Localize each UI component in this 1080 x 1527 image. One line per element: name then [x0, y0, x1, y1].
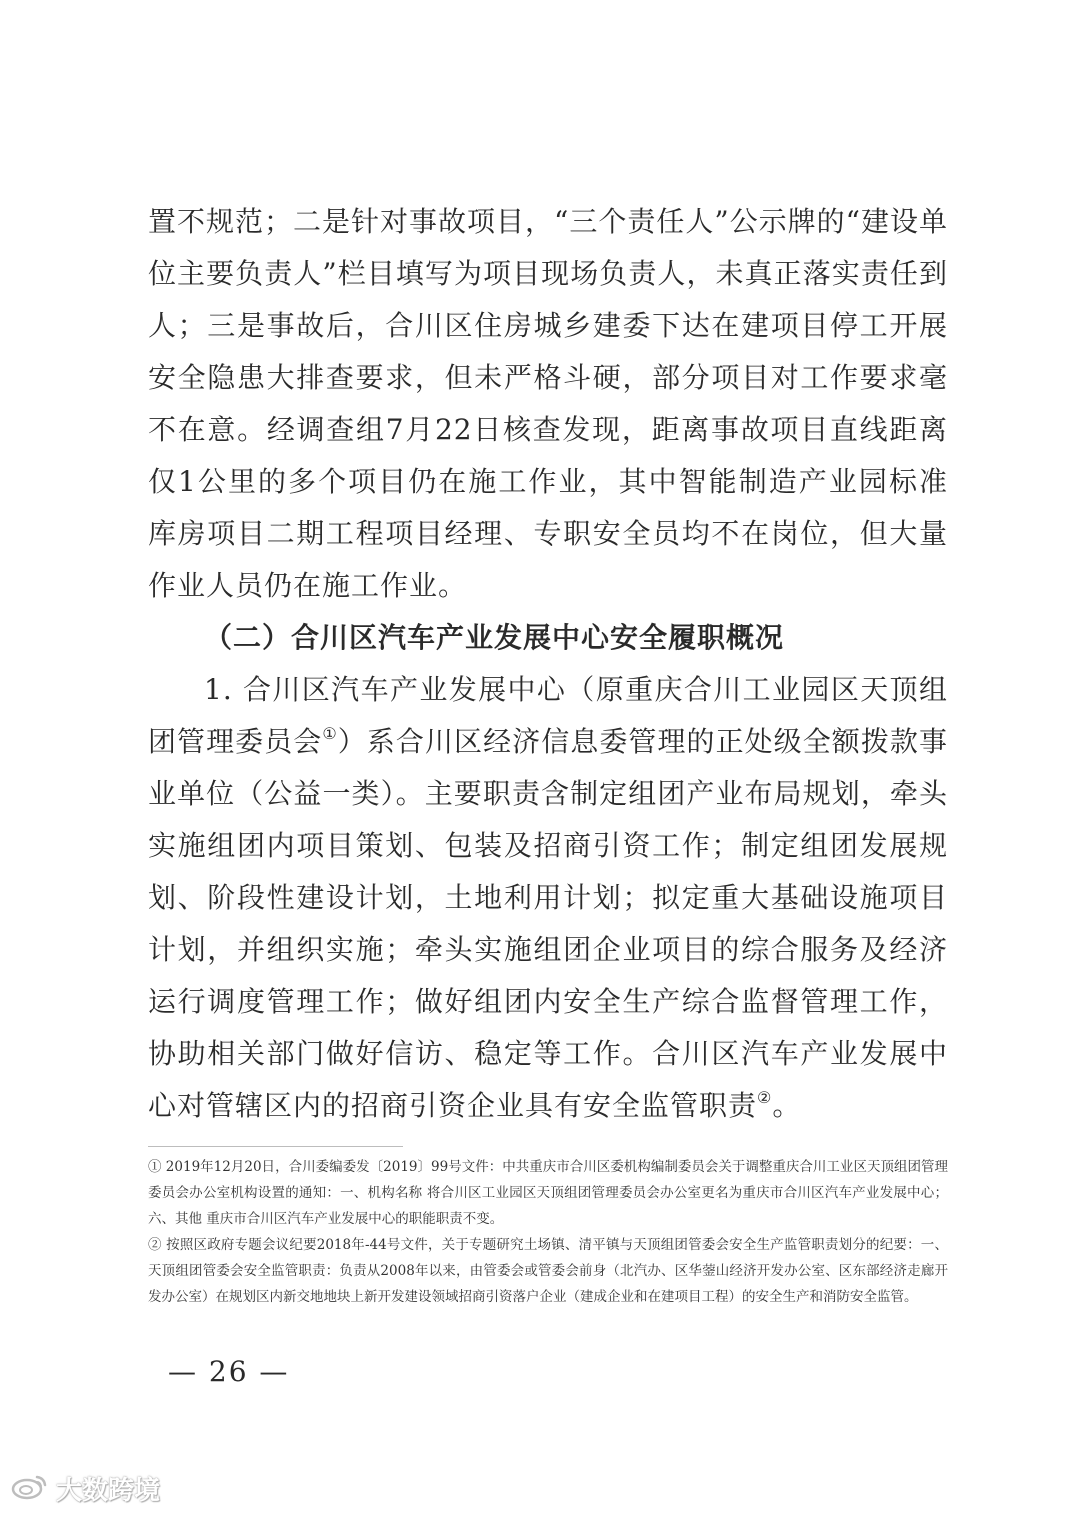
footnote-1: ① 2019年12月20日，合川委编委发〔2019〕99号文件：中共重庆市合川区委机构编制委员会关于调整重庆合川工业区天顶组团管理委员会办公室机构设置的通知：一、机构名称 将合川区工业园区天顶组团管理委员会办公室更名为重庆市合川区汽车产业发展中心；六、其他 重庆市合川区汽车产业发展中心的职能职责不变。	[148, 1159, 948, 1227]
paragraph-responsibilities	[148, 664, 948, 1132]
watermark	[10, 1468, 160, 1508]
watermark-text: 大数跨境	[56, 1475, 161, 1506]
footnote-2: ② 按照区政府专题会议纪要2018年-44号文件，关于专题研究土场镇、清平镇与天顶组团管委会安全生产监管职责划分的纪要：一、天顶组团管委会安全监管职责：负责从2008年以来，由管委会或管委会前身（北汽办、区华蓥山经济开发办公室、区东部经济走廊开发办公室）在规划区内新交地地块上新开发建设领域招商引资落户企业（建成企业和在建项目工程）的安全生产和消防安全监管。	[148, 1237, 948, 1305]
footnotes	[148, 1154, 948, 1310]
weibo-logo-icon	[10, 1471, 50, 1505]
paragraph-text-part3: 。	[772, 1089, 802, 1122]
page-number: — 26 —	[168, 1355, 290, 1388]
paragraph-continuation: 置不规范；二是针对事故项目，“三个责任人”公示牌的“建设单位主要负责人”栏目填写为项目现场负责人，未真正落实责任到人；三是事故后，合川区住房城乡建委下达在建项目停工开展安全隐患大排查要求，但未严格斗硬，部分项目对工作要求毫不在意。经调查组7月22日核查发现，距离事故项目直线距离仅1公里的多个项目仍在施工作业，其中智能制造产业园标准库房项目二期工程项目经理、专职安全员均不在岗位，但大量作业人员仍在施工作业。	[148, 205, 948, 602]
footnote-ref-2[interactable]: ②	[757, 1088, 773, 1107]
footnote-divider	[148, 1146, 403, 1147]
section-heading: （二）合川区汽车产业发展中心安全履职概况	[204, 621, 785, 654]
body-text	[148, 196, 948, 1132]
paragraph-text-part1: 1. 合川区汽车产业发展中心（原重庆合川工业园区天顶组团管理委员会	[148, 673, 948, 758]
paragraph-text-part2: ）系合川区经济信息委管理的正处级全额拨款事业单位（公益一类）。主要职责含制定组团产业布局规划，牵头实施组团内项目策划、包装及招商引资工作；制定组团发展规划、阶段性建设计划，土地利用计划；拟定重大基础设施项目计划，并组织实施；牵头实施组团企业项目的综合服务及经济运行调度管理工作；做好组团内安全生产综合监督管理工作，协助相关部门做好信访、稳定等工作。合川区汽车产业发展中心对管辖区内的招商引资企业具有安全监管职责	[148, 725, 948, 1122]
footnote-ref-1[interactable]: ①	[322, 724, 338, 743]
